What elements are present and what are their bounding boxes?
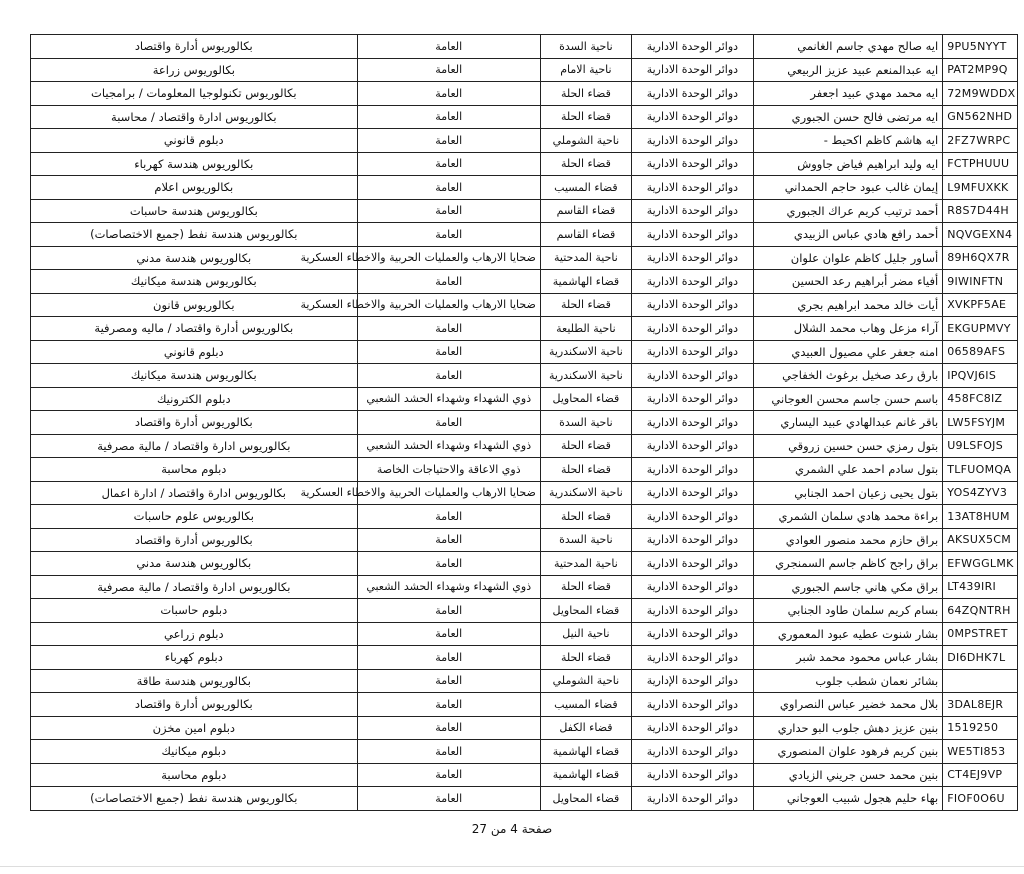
cell-cut-off xyxy=(1017,599,1018,623)
cell-degree: بكالوريوس هندسة كهرباء xyxy=(31,152,358,176)
cell-unit: دوائر الوحدة الادارية xyxy=(631,35,753,59)
cell-location: قضاء المحاويل xyxy=(540,387,631,411)
cell-unit: دوائر الوحدة الادارية xyxy=(631,646,753,670)
cell-unit: دوائر الوحدة الادارية xyxy=(631,458,753,482)
cell-category: العامة xyxy=(357,129,540,153)
cell-unit: دوائر الوحدة الادارية xyxy=(631,199,753,223)
cell-category: العامة xyxy=(357,152,540,176)
cell-name: ايه صالح مهدي جاسم الغانمي xyxy=(753,35,942,59)
cell-unit: دوائر الوحدة الإدارية xyxy=(631,669,753,693)
cell-cut-off xyxy=(1017,364,1018,388)
table-row xyxy=(31,129,1019,153)
table-row xyxy=(31,740,1019,764)
table-row xyxy=(31,364,1019,388)
cell-degree: دبلوم ميكانيك xyxy=(31,740,358,764)
cell-category: العامة xyxy=(357,740,540,764)
table-row xyxy=(31,646,1019,670)
cell-location: قضاء الهاشمية xyxy=(540,763,631,787)
cell-degree: دبلوم محاسبة xyxy=(31,458,358,482)
cell-name: باسم حسن جاسم محسن العوجاني xyxy=(753,387,942,411)
table-row xyxy=(31,693,1019,717)
cell-unit: دوائر الوحدة الادارية xyxy=(631,599,753,623)
cell-location: قضاء الهاشمية xyxy=(540,740,631,764)
cell-name: إيمان غالب عبود حاجم الحمداني xyxy=(753,176,942,200)
cell-name: بنين عزيز دهش جلوب البو حداري xyxy=(753,716,942,740)
cell-cut-off xyxy=(1017,646,1018,670)
cell-name: بتول يحيى زعيان احمد الجنابي xyxy=(753,481,942,505)
cell-cut-off xyxy=(1017,246,1018,270)
cell-location: قضاء الحلة xyxy=(540,646,631,670)
cell-category: العامة xyxy=(357,270,540,294)
cell-cut-off xyxy=(1017,129,1018,153)
cell-unit: دوائر الوحدة الادارية xyxy=(631,716,753,740)
cell-cut-off xyxy=(1017,223,1018,247)
cell-cut-off xyxy=(1017,763,1018,787)
cell-category: ذوي الشهداء وشهداء الحشد الشعبي xyxy=(357,434,540,458)
cell-degree: بكالوريوس زراعة xyxy=(31,58,358,82)
cell-category: العامة xyxy=(357,763,540,787)
cell-code: XVKPF5AE xyxy=(943,293,1018,317)
cell-code: 72M9WDDX xyxy=(943,82,1018,106)
cell-cut-off xyxy=(1017,622,1018,646)
cell-code: 1519250 xyxy=(943,716,1018,740)
cell-location: ناحية الشوملي xyxy=(540,669,631,693)
cell-location: قضاء الحلة xyxy=(540,82,631,106)
cell-location: قضاء المحاويل xyxy=(540,787,631,811)
cell-unit: دوائر الوحدة الادارية xyxy=(631,152,753,176)
cell-category: العامة xyxy=(357,317,540,341)
cell-degree: بكالوريوس ادارة واقتصاد / مالية مصرفية xyxy=(31,434,358,458)
cell-category: العامة xyxy=(357,693,540,717)
cell-category: ضحايا الارهاب والعمليات الحربية والاخطاء العسكرية xyxy=(357,246,540,270)
table-row xyxy=(31,317,1019,341)
cell-unit: دوائر الوحدة الادارية xyxy=(631,223,753,247)
cell-category: العامة xyxy=(357,105,540,129)
cell-cut-off xyxy=(1017,669,1018,693)
table-row xyxy=(31,176,1019,200)
cell-cut-off xyxy=(1017,740,1018,764)
cell-name: باقر غانم عبدالهادي عبيد اليساري xyxy=(753,411,942,435)
cell-cut-off xyxy=(1017,35,1018,59)
cell-category: ذوي الشهداء وشهداء الحشد الشعبي xyxy=(357,575,540,599)
table-row xyxy=(31,528,1019,552)
cell-location: قضاء الحلة xyxy=(540,152,631,176)
cell-degree: دبلوم كهرباء xyxy=(31,646,358,670)
cell-name: ايه مرتضى فالح حسن الجبوري xyxy=(753,105,942,129)
cell-unit: دوائر الوحدة الادارية xyxy=(631,105,753,129)
table-row xyxy=(31,763,1019,787)
cell-degree: بكالوريوس هندسة نفط (جميع الاختصاصات) xyxy=(31,787,358,811)
table-row xyxy=(31,575,1019,599)
table-row xyxy=(31,293,1019,317)
cell-cut-off xyxy=(1017,575,1018,599)
table-row xyxy=(31,35,1019,59)
table-row xyxy=(31,223,1019,247)
cell-category: ذوي الاعاقة والاحتياجات الخاصة xyxy=(357,458,540,482)
cell-code: R8S7D44H xyxy=(943,199,1018,223)
cell-degree: بكالوريوس هندسة ميكانيك xyxy=(31,270,358,294)
cell-name: آراء مزعل وهاب محمد الشلال xyxy=(753,317,942,341)
table-row xyxy=(31,552,1019,576)
cell-degree: بكالوريوس أدارة واقتصاد xyxy=(31,693,358,717)
cell-cut-off xyxy=(1017,693,1018,717)
cell-name: بلال محمد خضير عباس النصراوي xyxy=(753,693,942,717)
cell-location: قضاء الحلة xyxy=(540,575,631,599)
cell-cut-off xyxy=(1017,505,1018,529)
cell-category: العامة xyxy=(357,646,540,670)
cell-degree: بكالوريوس ادارة واقتصاد / مالية مصرفية xyxy=(31,575,358,599)
table-row xyxy=(31,152,1019,176)
cell-cut-off xyxy=(1017,434,1018,458)
cell-degree: بكالوريوس هندسة حاسبات xyxy=(31,199,358,223)
cell-name: أساور جليل كاظم علوان علوان xyxy=(753,246,942,270)
cell-location: قضاء المحاويل xyxy=(540,599,631,623)
cell-location: قضاء الحلة xyxy=(540,434,631,458)
cell-cut-off xyxy=(1017,458,1018,482)
cell-category: العامة xyxy=(357,669,540,693)
cell-degree: دبلوم قانوني xyxy=(31,340,358,364)
cell-unit: دوائر الوحدة الادارية xyxy=(631,552,753,576)
cell-cut-off xyxy=(1017,787,1018,811)
cell-location: قضاء الكفل xyxy=(540,716,631,740)
cell-unit: دوائر الوحدة الادارية xyxy=(631,82,753,106)
cell-location: قضاء القاسم xyxy=(540,223,631,247)
table-row xyxy=(31,787,1019,811)
cell-category: العامة xyxy=(357,340,540,364)
cell-name: ايه عبدالمنعم عبيد عزيز الربيعي xyxy=(753,58,942,82)
cell-unit: دوائر الوحدة الادارية xyxy=(631,740,753,764)
cell-location: ناحية السدة xyxy=(540,411,631,435)
table-row xyxy=(31,716,1019,740)
cell-unit: دوائر الوحدة الادارية xyxy=(631,528,753,552)
table-row xyxy=(31,669,1019,693)
cell-code: NQVGEXN4 xyxy=(943,223,1018,247)
cell-location: قضاء الحلة xyxy=(540,458,631,482)
cell-unit: دوائر الوحدة الادارية xyxy=(631,129,753,153)
cell-code: U9LSFOJS xyxy=(943,434,1018,458)
cell-code: L9MFUXKK xyxy=(943,176,1018,200)
cell-location: ناحية السدة xyxy=(540,35,631,59)
cell-location: ناحية الامام xyxy=(540,58,631,82)
cell-name: أحمد ترتيب كريم عراك الجبوري xyxy=(753,199,942,223)
cell-cut-off xyxy=(1017,552,1018,576)
cell-unit: دوائر الوحدة الادارية xyxy=(631,622,753,646)
cell-name: بنين كريم فرهود علوان المنصوري xyxy=(753,740,942,764)
cell-name: أفياء مضر أبراهيم رعد الحسين xyxy=(753,270,942,294)
cell-category: العامة xyxy=(357,716,540,740)
cell-cut-off xyxy=(1017,105,1018,129)
cell-location: ناحية النيل xyxy=(540,622,631,646)
cell-code: 2FZ7WRPC xyxy=(943,129,1018,153)
table-row xyxy=(31,434,1019,458)
table-row xyxy=(31,458,1019,482)
cell-category: العامة xyxy=(357,505,540,529)
cell-category: ضحايا الارهاب والعمليات الحربية والاخطاء العسكرية xyxy=(357,293,540,317)
cell-name: ايه محمد مهدي عبيد اجعفر xyxy=(753,82,942,106)
cell-unit: دوائر الوحدة الادارية xyxy=(631,575,753,599)
cell-degree: بكالوريوس اعلام xyxy=(31,176,358,200)
cell-code: YOS4ZYV3 xyxy=(943,481,1018,505)
page-edge-divider xyxy=(0,866,1024,867)
cell-unit: دوائر الوحدة الادارية xyxy=(631,364,753,388)
cell-category: العامة xyxy=(357,199,540,223)
cell-name: أيات خالد محمد ابراهيم بجري xyxy=(753,293,942,317)
cell-location: قضاء المسيب xyxy=(540,693,631,717)
table-row xyxy=(31,340,1019,364)
cell-category: العامة xyxy=(357,599,540,623)
cell-unit: دوائر الوحدة الادارية xyxy=(631,787,753,811)
cell-category: العامة xyxy=(357,411,540,435)
cell-name: امنه جعفر علي مصيول العبيدي xyxy=(753,340,942,364)
cell-code: TLFUOMQA xyxy=(943,458,1018,482)
cell-code: 89H6QX7R xyxy=(943,246,1018,270)
cell-code: 64ZQNTRH xyxy=(943,599,1018,623)
cell-cut-off xyxy=(1017,199,1018,223)
cell-name: بارق رعد صخيل برغوث الخفاجي xyxy=(753,364,942,388)
cell-degree: بكالوريوس هندسة مدني xyxy=(31,552,358,576)
cell-unit: دوائر الوحدة الادارية xyxy=(631,317,753,341)
cell-name: بتول سادم احمد علي الشمري xyxy=(753,458,942,482)
cell-cut-off xyxy=(1017,716,1018,740)
cell-degree: بكالوريوس هندسة ميكانيك xyxy=(31,364,358,388)
cell-code: EFWGGLMK xyxy=(943,552,1018,576)
table-body xyxy=(31,35,1019,811)
cell-code: EKGUPMVY xyxy=(943,317,1018,341)
cell-cut-off xyxy=(1017,387,1018,411)
cell-name: براق مكي هاني جاسم الجبوري xyxy=(753,575,942,599)
cell-cut-off xyxy=(1017,293,1018,317)
cell-name: ايه هاشم كاظم اكحيط - xyxy=(753,129,942,153)
table-row xyxy=(31,246,1019,270)
cell-location: ناحية المدحتية xyxy=(540,552,631,576)
cell-name: بهاء حليم هجول شبيب العوجاني xyxy=(753,787,942,811)
cell-cut-off xyxy=(1017,270,1018,294)
cell-cut-off xyxy=(1017,481,1018,505)
cell-location: قضاء القاسم xyxy=(540,199,631,223)
cell-unit: دوائر الوحدة الادارية xyxy=(631,387,753,411)
cell-category: العامة xyxy=(357,223,540,247)
cell-name: براءة محمد هادي سلمان الشمري xyxy=(753,505,942,529)
cell-unit: دوائر الوحدة الادارية xyxy=(631,293,753,317)
cell-code: 0MPSTRET xyxy=(943,622,1018,646)
cell-code: AKSUX5CM xyxy=(943,528,1018,552)
cell-location: قضاء الحلة xyxy=(540,505,631,529)
cell-cut-off xyxy=(1017,340,1018,364)
cell-category: العامة xyxy=(357,176,540,200)
cell-location: قضاء الهاشمية xyxy=(540,270,631,294)
cell-name: أحمد رافع هادي عباس الزبيدي xyxy=(753,223,942,247)
cell-code xyxy=(943,669,1018,693)
cell-location: قضاء الحلة xyxy=(540,105,631,129)
cell-code: IPQVJ6IS xyxy=(943,364,1018,388)
table-row xyxy=(31,105,1019,129)
table-row xyxy=(31,270,1019,294)
cell-unit: دوائر الوحدة الادارية xyxy=(631,481,753,505)
cell-degree: بكالوريوس أدارة واقتصاد xyxy=(31,528,358,552)
cell-degree: بكالوريوس ادارة واقتصاد / ادارة اعمال xyxy=(31,481,358,505)
cell-degree: بكالوريوس علوم حاسبات xyxy=(31,505,358,529)
table-row xyxy=(31,622,1019,646)
cell-name: براق حازم محمد منصور العوادي xyxy=(753,528,942,552)
cell-category: العامة xyxy=(357,58,540,82)
cell-code: 458FC8IZ xyxy=(943,387,1018,411)
cell-name: بشائر نعمان شطب جلوب xyxy=(753,669,942,693)
cell-cut-off xyxy=(1017,152,1018,176)
cell-degree: بكالوريوس أدارة واقتصاد / ماليه ومصرفية xyxy=(31,317,358,341)
candidates-table xyxy=(30,34,1018,811)
cell-location: ناحية السدة xyxy=(540,528,631,552)
cell-name: بتول رمزي حسن حسين زروقي xyxy=(753,434,942,458)
cell-code: 9PU5NYYT xyxy=(943,35,1018,59)
cell-degree: بكالوريوس هندسة نفط (جميع الاختصاصات) xyxy=(31,223,358,247)
cell-degree: دبلوم الكترونيك xyxy=(31,387,358,411)
cell-degree: بكالوريوس هندسة طاقة xyxy=(31,669,358,693)
cell-code: GN562NHD xyxy=(943,105,1018,129)
cell-unit: دوائر الوحدة الادارية xyxy=(631,411,753,435)
cell-category: ضحايا الارهاب والعمليات الحربية والاخطاء العسكرية xyxy=(357,481,540,505)
table-row xyxy=(31,82,1019,106)
cell-degree: بكالوريوس قانون xyxy=(31,293,358,317)
table-row xyxy=(31,387,1019,411)
cell-name: بنين محمد حسن جريني الزيادي xyxy=(753,763,942,787)
cell-category: العامة xyxy=(357,787,540,811)
cell-location: ناحية الطليعة xyxy=(540,317,631,341)
cell-code: LW5FSYJM xyxy=(943,411,1018,435)
candidates-sheet xyxy=(30,34,1018,811)
cell-name: ايه وليد ابراهيم فياض جاووش xyxy=(753,152,942,176)
table-row xyxy=(31,481,1019,505)
cell-location: ناحية الاسكندرية xyxy=(540,481,631,505)
page-number: صفحة 4 من 27 xyxy=(471,822,553,836)
cell-degree: دبلوم حاسبات xyxy=(31,599,358,623)
cell-code: FIOF0O6U xyxy=(943,787,1018,811)
cell-name: براق راجح كاظم جاسم السمنجري xyxy=(753,552,942,576)
cell-code: 3DAL8EJR xyxy=(943,693,1018,717)
cell-degree: دبلوم محاسبة xyxy=(31,763,358,787)
cell-degree: دبلوم قانوني xyxy=(31,129,358,153)
cell-location: ناحية المدحتية xyxy=(540,246,631,270)
cell-degree: بكالوريوس تكنولوجيا المعلومات / برامجيات xyxy=(31,82,358,106)
table-row xyxy=(31,505,1019,529)
table-row xyxy=(31,58,1019,82)
cell-location: قضاء المسيب xyxy=(540,176,631,200)
cell-code: LT439IRI xyxy=(943,575,1018,599)
cell-category: العامة xyxy=(357,82,540,106)
cell-unit: دوائر الوحدة الادارية xyxy=(631,763,753,787)
cell-degree: بكالوريوس هندسة مدني xyxy=(31,246,358,270)
cell-name: بشار عباس محمود محمد شبر xyxy=(753,646,942,670)
cell-code: 06589AFS xyxy=(943,340,1018,364)
cell-unit: دوائر الوحدة الادارية xyxy=(631,693,753,717)
cell-unit: دوائر الوحدة الادارية xyxy=(631,176,753,200)
cell-name: بسام كريم سلمان طاود الجنابي xyxy=(753,599,942,623)
table-row xyxy=(31,599,1019,623)
cell-location: ناحية الاسكندرية xyxy=(540,364,631,388)
table-row xyxy=(31,411,1019,435)
cell-cut-off xyxy=(1017,411,1018,435)
cell-cut-off xyxy=(1017,82,1018,106)
cell-degree: دبلوم زراعي xyxy=(31,622,358,646)
cell-unit: دوائر الوحدة الادارية xyxy=(631,340,753,364)
table-row xyxy=(31,199,1019,223)
cell-code: 13AT8HUM xyxy=(943,505,1018,529)
cell-degree: دبلوم امين مخزن xyxy=(31,716,358,740)
cell-code: PAT2MP9Q xyxy=(943,58,1018,82)
cell-unit: دوائر الوحدة الادارية xyxy=(631,58,753,82)
cell-code: WE5TI853 xyxy=(943,740,1018,764)
cell-degree: بكالوريوس أدارة واقتصاد xyxy=(31,35,358,59)
cell-cut-off xyxy=(1017,528,1018,552)
cell-code: 9IWINFTN xyxy=(943,270,1018,294)
cell-location: قضاء الحلة xyxy=(540,293,631,317)
cell-unit: دوائر الوحدة الادارية xyxy=(631,246,753,270)
cell-cut-off xyxy=(1017,58,1018,82)
cell-category: العامة xyxy=(357,364,540,388)
cell-degree: بكالوريوس ادارة واقتصاد / محاسبة xyxy=(31,105,358,129)
cell-location: ناحية الاسكندرية xyxy=(540,340,631,364)
cell-category: العامة xyxy=(357,622,540,646)
cell-category: العامة xyxy=(357,35,540,59)
cell-unit: دوائر الوحدة الادارية xyxy=(631,505,753,529)
cell-code: FCTPHUUU xyxy=(943,152,1018,176)
cell-code: DI6DHK7L xyxy=(943,646,1018,670)
cell-cut-off xyxy=(1017,176,1018,200)
cell-degree: بكالوريوس أدارة واقتصاد xyxy=(31,411,358,435)
cell-name: بشار شنوت عطيه عبود المعموري xyxy=(753,622,942,646)
cell-unit: دوائر الوحدة الادارية xyxy=(631,270,753,294)
cell-category: العامة xyxy=(357,552,540,576)
cell-cut-off xyxy=(1017,317,1018,341)
cell-unit: دوائر الوحدة الادارية xyxy=(631,434,753,458)
cell-category: العامة xyxy=(357,528,540,552)
cell-category: ذوي الشهداء وشهداء الحشد الشعبي xyxy=(357,387,540,411)
cell-code: CT4EJ9VP xyxy=(943,763,1018,787)
cell-location: ناحية الشوملي xyxy=(540,129,631,153)
